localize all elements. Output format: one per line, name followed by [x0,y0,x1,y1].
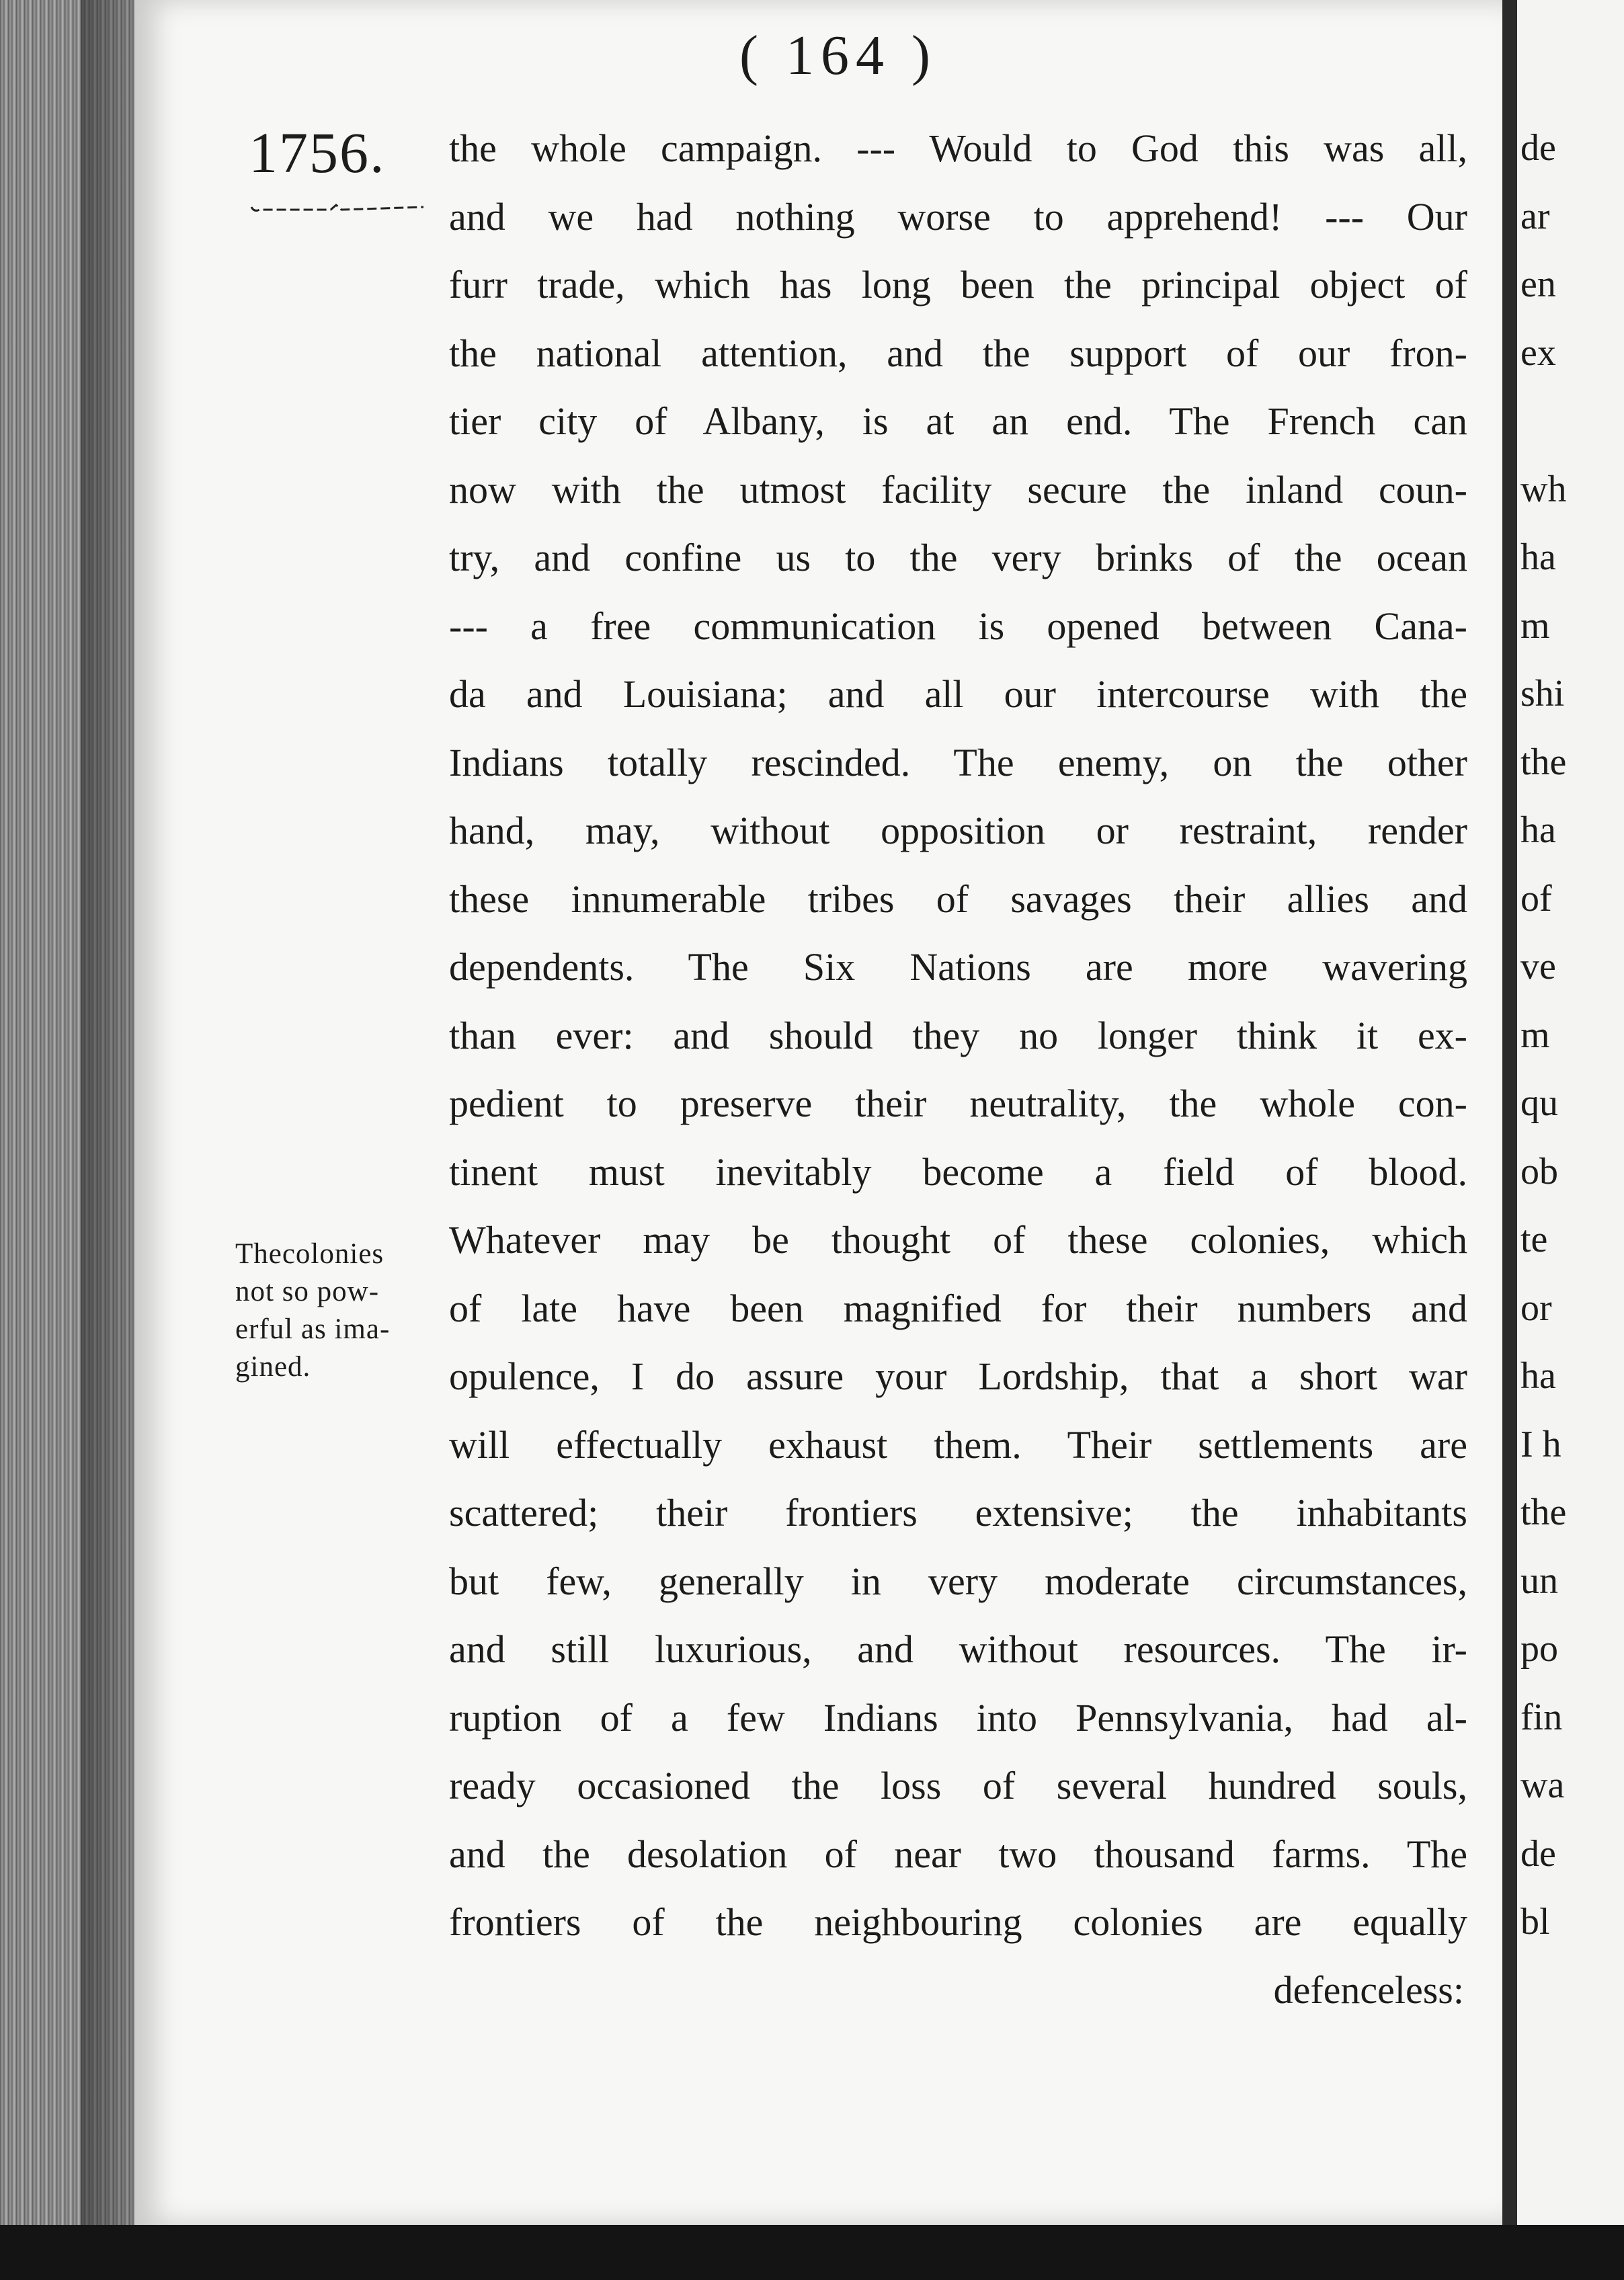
fragment: un [1520,1559,1558,1602]
text-line: hand, may, without opposition or restraint, render [449,809,1467,852]
fragment: m [1520,1014,1550,1056]
page-number: ( 164 ) [739,24,937,87]
text-line: and still luxurious, and without resources. The ir- [449,1627,1467,1671]
fragment: ha [1520,536,1556,578]
side-note-line: not so pow- [235,1276,380,1307]
text-line: frontiers of the neighbouring colonies are equally [449,1900,1467,1944]
fragment: qu [1520,1082,1558,1124]
text-line: da and Louisiana; and all our intercourse with the [449,672,1467,716]
text-line: tier city of Albany, is at an end. The French can [449,399,1467,443]
body-text [449,114,1467,1957]
text-line: of late have been magnified for their numbers and [449,1286,1467,1330]
text-line: furr trade, which has long been the principal object of [449,263,1467,307]
fragment: wh [1520,468,1567,510]
side-note-line: erful as ima- [235,1313,391,1345]
text-line: scattered; their frontiers extensive; the inhabitants [449,1491,1467,1535]
margin-year: 1756. [249,120,386,185]
text-line: will effectually exhaust them. Their settlements are [449,1422,1467,1467]
text-line: the whole campaign. --- Would to God this was all, [449,126,1467,170]
side-note-line: gined. [235,1351,311,1383]
year-rule-ornament [250,203,426,214]
text-line: try, and confine us to the very brinks of the ocean [449,536,1467,579]
fragment: wa [1520,1764,1565,1806]
text-line: these innumerable tribes of savages their allies and [449,877,1467,921]
fragment: ha [1520,809,1556,851]
fragment: po [1520,1628,1558,1670]
fragment: ha [1520,1355,1556,1397]
fragment: ex [1520,331,1556,374]
text-line: dependents. The Six Nations are more wavering [449,945,1467,989]
fragment: te [1520,1219,1548,1260]
fragment: m [1520,604,1550,647]
text-line: ready occasioned the loss of several hundred souls, [449,1764,1467,1807]
fragment [1520,387,1624,456]
scan-bottom-edge [0,2225,1624,2280]
fragment: bl [1520,1901,1550,1943]
text-line: than ever: and should they no longer think it ex- [449,1013,1467,1057]
fragment: de [1520,127,1556,169]
fragment: ob [1520,1150,1558,1192]
page-divider [1502,0,1517,2225]
gutter-shadow [81,0,141,2280]
fragment: shi [1520,673,1565,715]
text-line: the national attention, and the support of our fron- [449,331,1467,375]
fragment: the [1520,1492,1567,1533]
fragment: fin [1520,1696,1563,1738]
text-line: --- a free communication is opened between Cana- [449,604,1467,648]
side-note-line: Thecolonies [235,1238,384,1270]
fragment: en [1520,263,1556,305]
catchword: defenceless: [1273,1968,1464,2012]
text-line: now with the utmost facility secure the inland coun- [449,467,1467,512]
text-line: Indians totally rescinded. The enemy, on the other [449,740,1467,784]
text-line: Whatever may be thought of these colonies, which [449,1218,1467,1262]
fragment: the [1520,741,1567,783]
fragment: of [1520,877,1552,920]
fragment: de [1520,1832,1556,1875]
text-line: tinent must inevitably become a field of blood. [449,1149,1467,1194]
fragment: or [1520,1287,1552,1329]
text-line: and the desolation of near two thousand farms. The [449,1832,1467,1876]
text-line: opulence, I do assure your Lordship, that a short war [449,1354,1467,1398]
text-line: pedient to preserve their neutrality, the whole con- [449,1082,1467,1125]
text-line: and we had nothing worse to apprehend! --- Our [449,194,1467,239]
fragment: ar [1520,195,1550,237]
facing-page-fragments [1520,114,1624,1957]
text-line: but few, generally in very moderate circumstances, [449,1559,1467,1603]
text-line: ruption of a few Indians into Pennsylvania, had al- [449,1695,1467,1740]
margin-side-note [235,1235,444,1386]
fragment: I h [1520,1423,1561,1465]
fragment: ve [1520,946,1556,987]
